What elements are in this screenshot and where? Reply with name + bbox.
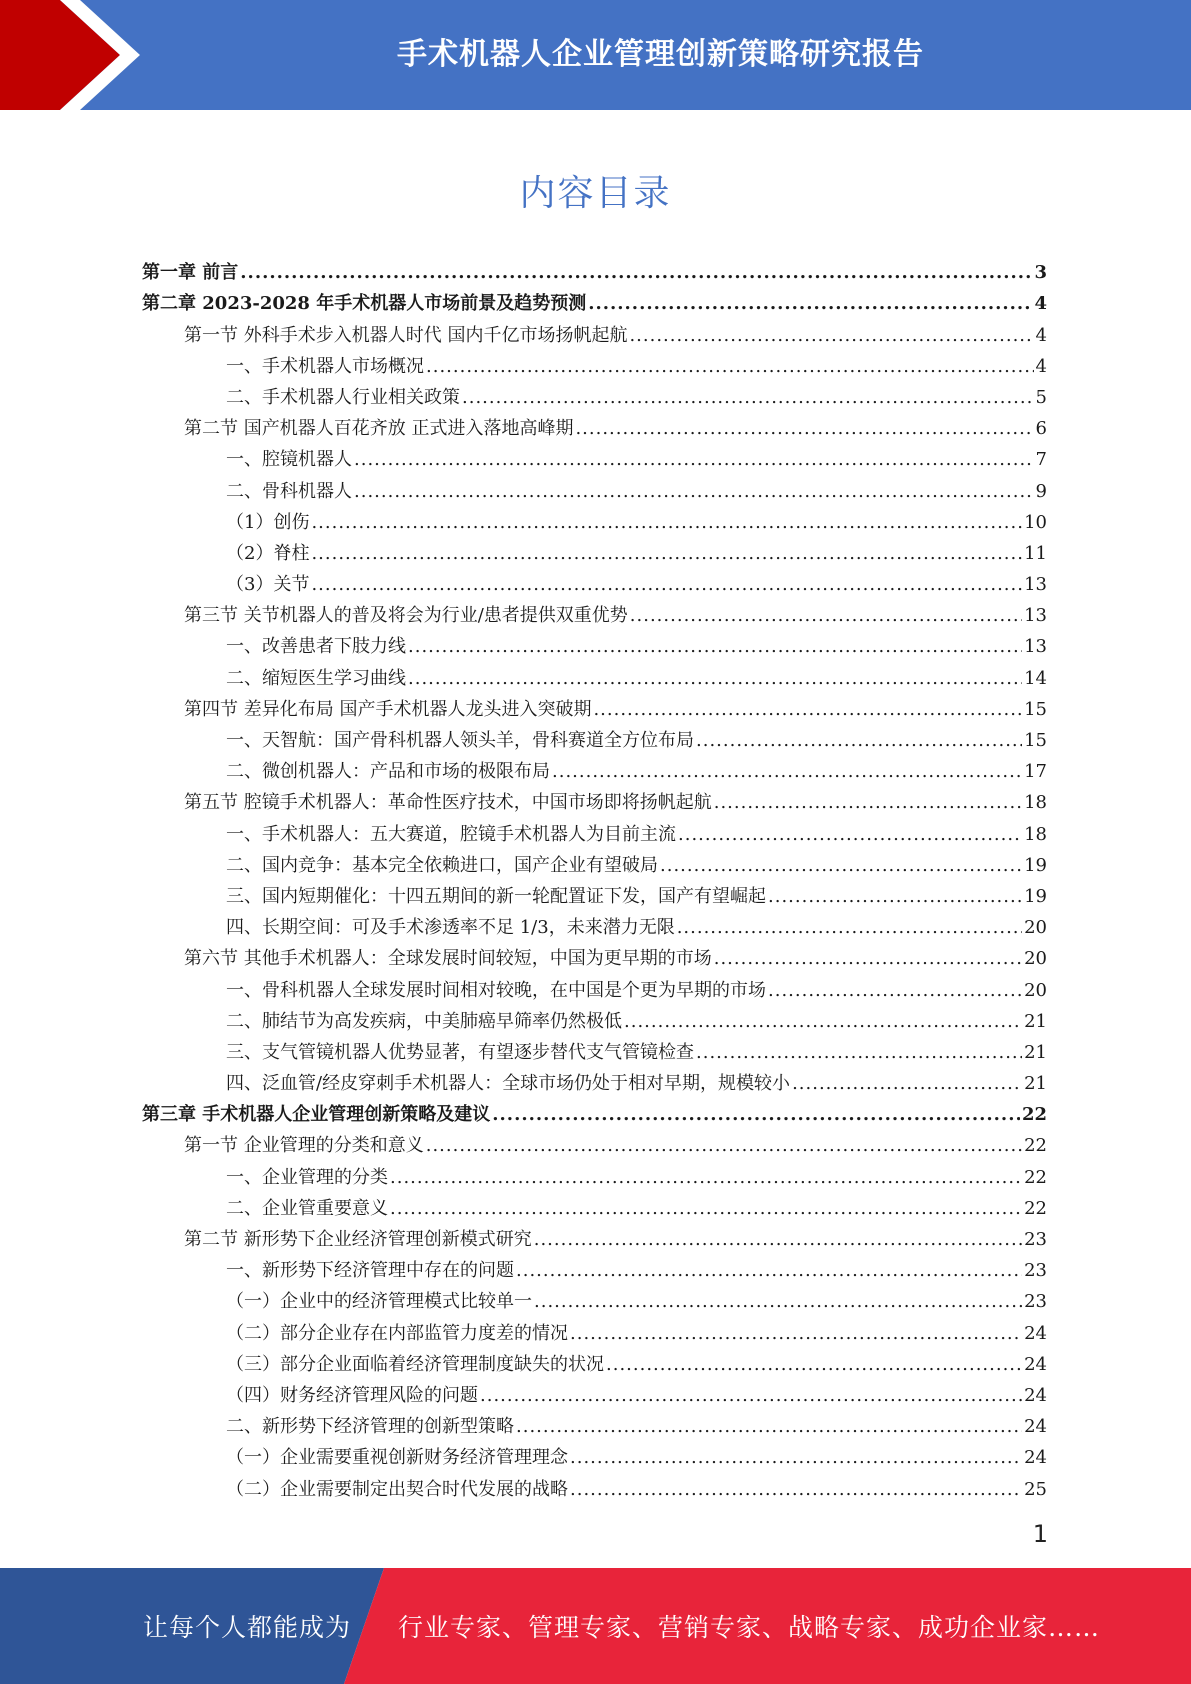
toc-entry-label: 第四节 差异化布局 国产手术机器人龙头进入突破期 bbox=[184, 698, 592, 720]
toc-entry-label: 第一节 企业管理的分类和意义 bbox=[184, 1135, 424, 1157]
toc-entry-page: 23 bbox=[1024, 1229, 1047, 1250]
toc-leader-dots bbox=[714, 948, 1022, 970]
toc-entry-page: 13 bbox=[1024, 636, 1047, 658]
toc-entry[interactable] bbox=[142, 627, 1047, 658]
toc-entry[interactable] bbox=[142, 1095, 1047, 1126]
toc-entry-label: 二、微创机器人：产品和市场的极限布局 bbox=[226, 761, 550, 783]
toc-entry[interactable] bbox=[142, 658, 1047, 689]
toc-entry-page: 15 bbox=[1024, 698, 1047, 720]
toc-entry-label: （一）企业需要重视创新财务经济管理理念 bbox=[226, 1447, 568, 1469]
toc-entry[interactable] bbox=[142, 1251, 1047, 1282]
toc-entry-label: 第一章 前言 bbox=[142, 262, 239, 284]
toc-entry-label: 二、骨科机器人 bbox=[226, 480, 352, 502]
toc-leader-dots bbox=[696, 1042, 1022, 1064]
toc-entry-page: 4 bbox=[1035, 355, 1047, 377]
toc-leader-dots bbox=[624, 1011, 1022, 1033]
footer-slogan-left: 让每个人都能成为 bbox=[143, 1613, 352, 1642]
toc-entry-label: 四、长期空间：可及手术渗透率不足 1/3，未来潜力无限 bbox=[226, 917, 675, 939]
toc-leader-dots bbox=[593, 699, 1022, 721]
toc-leader-dots bbox=[629, 325, 1033, 347]
toc-entry-page: 4 bbox=[1035, 324, 1047, 346]
toc-entry-label: 第三节 关节机器人的普及将会为行业/患者提供双重优势 bbox=[184, 605, 628, 627]
toc-entry-label: 一、手术机器人：五大赛道，腔镜手术机器人为目前主流 bbox=[226, 823, 676, 845]
toc-entry[interactable] bbox=[142, 440, 1047, 471]
toc-entry-page: 22 bbox=[1021, 1104, 1047, 1126]
toc-entry-label: 二、企业管重要意义 bbox=[226, 1197, 388, 1219]
header-title: 手术机器人企业管理创新策略研究报告 bbox=[397, 37, 924, 72]
toc-entry-label: 一、骨科机器人全球发展时间相对较晚，在中国是个更为早期的市场 bbox=[226, 979, 766, 1001]
toc-entry-page: 20 bbox=[1024, 917, 1047, 939]
toc-entry-page: 3 bbox=[1034, 262, 1047, 284]
toc-entry-page: 15 bbox=[1024, 730, 1047, 751]
page-number: 1 bbox=[1032, 1520, 1048, 1548]
toc-leader-dots bbox=[630, 605, 1022, 627]
toc-entry-label: （三）部分企业面临着经济管理制度缺失的状况 bbox=[226, 1353, 604, 1375]
toc-leader-dots bbox=[575, 418, 1033, 440]
toc-entry-label: （二）企业需要制定出契合时代发展的战略 bbox=[226, 1478, 568, 1500]
toc-entry[interactable] bbox=[142, 970, 1047, 1001]
toc-entry[interactable] bbox=[142, 877, 1047, 908]
toc-entry[interactable] bbox=[142, 315, 1047, 346]
toc-leader-dots bbox=[534, 1229, 1022, 1251]
toc-leader-dots bbox=[408, 636, 1022, 658]
toc-leader-dots bbox=[390, 1167, 1022, 1189]
toc-entry-page: 24 bbox=[1024, 1353, 1047, 1375]
toc-entry[interactable] bbox=[142, 1345, 1047, 1376]
toc-entry-label: 三、国内短期催化：十四五期间的新一轮配置证下发，国产有望崛起 bbox=[226, 885, 766, 907]
toc-leader-dots bbox=[516, 1260, 1022, 1282]
toc-entry[interactable] bbox=[142, 1469, 1047, 1500]
toc-entry-label: （3）关节 bbox=[226, 574, 310, 596]
toc-entry-page: 7 bbox=[1035, 449, 1047, 471]
toc-entry[interactable] bbox=[142, 1157, 1047, 1188]
toc-leader-dots bbox=[240, 262, 1032, 284]
toc-entry-page: 23 bbox=[1024, 1260, 1047, 1282]
toc-leader-dots bbox=[696, 730, 1022, 752]
toc-leader-dots bbox=[311, 543, 1022, 565]
toc-entry-page: 9 bbox=[1035, 480, 1047, 502]
toc-entry[interactable] bbox=[142, 347, 1047, 378]
toc-entry-page: 21 bbox=[1024, 1010, 1047, 1032]
toc-leader-dots bbox=[354, 481, 1034, 503]
toc-entry-label: 一、腔镜机器人 bbox=[226, 449, 352, 471]
toc-entry-label: 二、新形势下经济管理的创新型策略 bbox=[226, 1416, 514, 1438]
toc-entry[interactable] bbox=[142, 1126, 1047, 1157]
toc-entry-label: （1）创伤 bbox=[226, 511, 310, 533]
toc-entry-label: （二）部分企业存在内部监管力度差的情况 bbox=[226, 1322, 568, 1344]
toc-entry[interactable] bbox=[142, 503, 1047, 534]
toc-leader-dots bbox=[426, 356, 1034, 378]
toc-entry-label: 一、手术机器人市场概况 bbox=[226, 355, 424, 377]
toc-leader-dots bbox=[792, 1073, 1022, 1095]
toc-entry-page: 24 bbox=[1024, 1416, 1047, 1438]
toc-entry[interactable] bbox=[142, 1407, 1047, 1438]
toc-leader-dots bbox=[768, 886, 1022, 908]
toc-entry-label: （一）企业中的经济管理模式比较单一 bbox=[226, 1291, 532, 1313]
toc-leader-dots bbox=[311, 574, 1022, 596]
toc-entry[interactable] bbox=[142, 1189, 1047, 1220]
toc-entry-page: 13 bbox=[1024, 574, 1047, 596]
toc-entry-page: 17 bbox=[1024, 761, 1047, 783]
toc-entry-page: 20 bbox=[1024, 979, 1047, 1001]
toc-entry-page: 24 bbox=[1024, 1447, 1047, 1469]
toc-entry-page: 4 bbox=[1034, 293, 1047, 315]
toc-leader-dots bbox=[570, 1447, 1022, 1469]
toc-entry-label: 第二节 新形势下企业经济管理创新模式研究 bbox=[184, 1229, 532, 1250]
toc-entry-label: 四、泛血管/经皮穿刺手术机器人：全球市场仍处于相对早期，规模较小 bbox=[226, 1073, 791, 1095]
toc-entry[interactable] bbox=[142, 596, 1047, 627]
toc-entry-label: 二、缩短医生学习曲线 bbox=[226, 667, 406, 689]
toc-entry-page: 22 bbox=[1024, 1166, 1047, 1188]
toc-entry[interactable] bbox=[142, 939, 1047, 970]
toc-entry-page: 25 bbox=[1024, 1478, 1047, 1500]
toc-entry[interactable] bbox=[142, 378, 1047, 409]
toc-entry[interactable] bbox=[142, 846, 1047, 877]
toc-entry[interactable] bbox=[142, 253, 1047, 284]
toc-entry[interactable] bbox=[142, 1313, 1047, 1344]
toc-entry-page: 19 bbox=[1024, 885, 1047, 907]
toc-leader-dots bbox=[677, 917, 1022, 939]
toc-entry-page: 11 bbox=[1024, 542, 1047, 564]
toc-entry[interactable] bbox=[142, 1220, 1047, 1251]
toc-entry-label: （四）财务经济管理风险的问题 bbox=[226, 1384, 478, 1406]
toc-entry-label: 二、手术机器人行业相关政策 bbox=[226, 386, 460, 408]
toc-entry-label: 二、肺结节为高发疾病，中美肺癌早筛率仍然极低 bbox=[226, 1010, 622, 1032]
toc-leader-dots bbox=[408, 668, 1022, 690]
toc-entry-label: 一、改善患者下肢力线 bbox=[226, 636, 406, 658]
toc-leader-dots bbox=[534, 1291, 1022, 1313]
toc-leader-dots bbox=[678, 824, 1022, 846]
toc-entry-page: 21 bbox=[1024, 1073, 1047, 1095]
toc-leader-dots bbox=[552, 761, 1022, 783]
toc-entry-page: 22 bbox=[1024, 1197, 1047, 1219]
toc-entry[interactable] bbox=[142, 1376, 1047, 1407]
toc-leader-dots bbox=[311, 512, 1022, 534]
table-of-contents bbox=[142, 253, 1047, 1501]
toc-leader-dots bbox=[516, 1416, 1022, 1438]
toc-entry-label: 二、国内竞争：基本完全依赖进口，国产企业有望破局 bbox=[226, 854, 658, 876]
toc-entry-page: 10 bbox=[1024, 511, 1047, 533]
toc-entry[interactable] bbox=[142, 690, 1047, 721]
toc-entry[interactable] bbox=[142, 752, 1047, 783]
toc-entry[interactable] bbox=[142, 409, 1047, 440]
toc-leader-dots bbox=[660, 855, 1022, 877]
toc-entry-label: 一、天智航：国产骨科机器人领头羊，骨科赛道全方位布局 bbox=[226, 730, 694, 751]
toc-entry[interactable] bbox=[142, 1033, 1047, 1064]
toc-leader-dots bbox=[462, 387, 1034, 409]
footer-banner bbox=[0, 1568, 1191, 1684]
toc-entry-page: 21 bbox=[1024, 1041, 1047, 1063]
toc-entry[interactable] bbox=[142, 1064, 1047, 1095]
toc-leader-dots bbox=[588, 293, 1032, 315]
toc-entry-label: （2）脊柱 bbox=[226, 542, 310, 564]
toc-entry-page: 24 bbox=[1024, 1384, 1047, 1406]
toc-leader-dots bbox=[768, 980, 1022, 1002]
toc-heading: 内容目录 bbox=[519, 173, 672, 214]
toc-entry-label: 第三章 手术机器人企业管理创新策略及建议 bbox=[142, 1104, 491, 1126]
toc-leader-dots bbox=[390, 1198, 1022, 1220]
toc-entry-page: 24 bbox=[1024, 1322, 1047, 1344]
toc-entry-page: 13 bbox=[1024, 605, 1047, 627]
toc-leader-dots bbox=[570, 1479, 1022, 1501]
toc-leader-dots bbox=[354, 449, 1034, 471]
header-chevron-decoration bbox=[0, 0, 160, 110]
toc-entry[interactable] bbox=[142, 1282, 1047, 1313]
toc-entry-page: 19 bbox=[1024, 854, 1047, 876]
toc-entry-page: 18 bbox=[1024, 823, 1047, 845]
toc-entry-label: 第二章 2023-2028 年手术机器人市场前景及趋势预测 bbox=[142, 293, 587, 315]
toc-entry[interactable] bbox=[142, 1438, 1047, 1469]
toc-entry-label: 第一节 外科手术步入机器人时代 国内千亿市场扬帆起航 bbox=[184, 324, 628, 346]
toc-entry-label: 一、企业管理的分类 bbox=[226, 1166, 388, 1188]
toc-entry-page: 18 bbox=[1024, 792, 1047, 814]
toc-entry[interactable] bbox=[142, 783, 1047, 814]
toc-entry-page: 5 bbox=[1035, 386, 1047, 408]
header-banner bbox=[0, 0, 1191, 110]
toc-entry[interactable] bbox=[142, 721, 1047, 752]
toc-entry[interactable] bbox=[142, 908, 1047, 939]
toc-entry-page: 14 bbox=[1024, 667, 1047, 689]
toc-leader-dots bbox=[492, 1104, 1020, 1126]
toc-leader-dots bbox=[714, 792, 1022, 814]
toc-leader-dots bbox=[426, 1135, 1022, 1157]
toc-entry-label: 第六节 其他手术机器人：全球发展时间较短，中国为更早期的市场 bbox=[184, 948, 712, 970]
toc-entry-page: 23 bbox=[1024, 1291, 1047, 1313]
toc-entry-label: 三、支气管镜机器人优势显著，有望逐步替代支气管镜检查 bbox=[226, 1041, 694, 1063]
toc-entry[interactable] bbox=[142, 565, 1047, 596]
toc-entry[interactable] bbox=[142, 814, 1047, 845]
toc-entry-page: 6 bbox=[1035, 418, 1047, 440]
toc-leader-dots bbox=[480, 1385, 1022, 1407]
toc-entry-label: 第二节 国产机器人百花齐放 正式进入落地高峰期 bbox=[184, 418, 574, 440]
toc-entry[interactable] bbox=[142, 1002, 1047, 1033]
toc-entry-page: 20 bbox=[1024, 948, 1047, 970]
toc-entry[interactable] bbox=[142, 534, 1047, 565]
toc-entry-page: 22 bbox=[1024, 1135, 1047, 1157]
toc-entry[interactable] bbox=[142, 284, 1047, 315]
toc-leader-dots bbox=[606, 1354, 1022, 1376]
toc-entry-label: 一、新形势下经济管理中存在的问题 bbox=[226, 1260, 514, 1282]
toc-entry-label: 第五节 腔镜手术机器人：革命性医疗技术，中国市场即将扬帆起航 bbox=[184, 792, 712, 814]
toc-entry[interactable] bbox=[142, 471, 1047, 502]
toc-leader-dots bbox=[570, 1323, 1022, 1345]
footer-slogan-right: 行业专家、管理专家、营销专家、战略专家、成功企业家…… bbox=[398, 1613, 1101, 1642]
